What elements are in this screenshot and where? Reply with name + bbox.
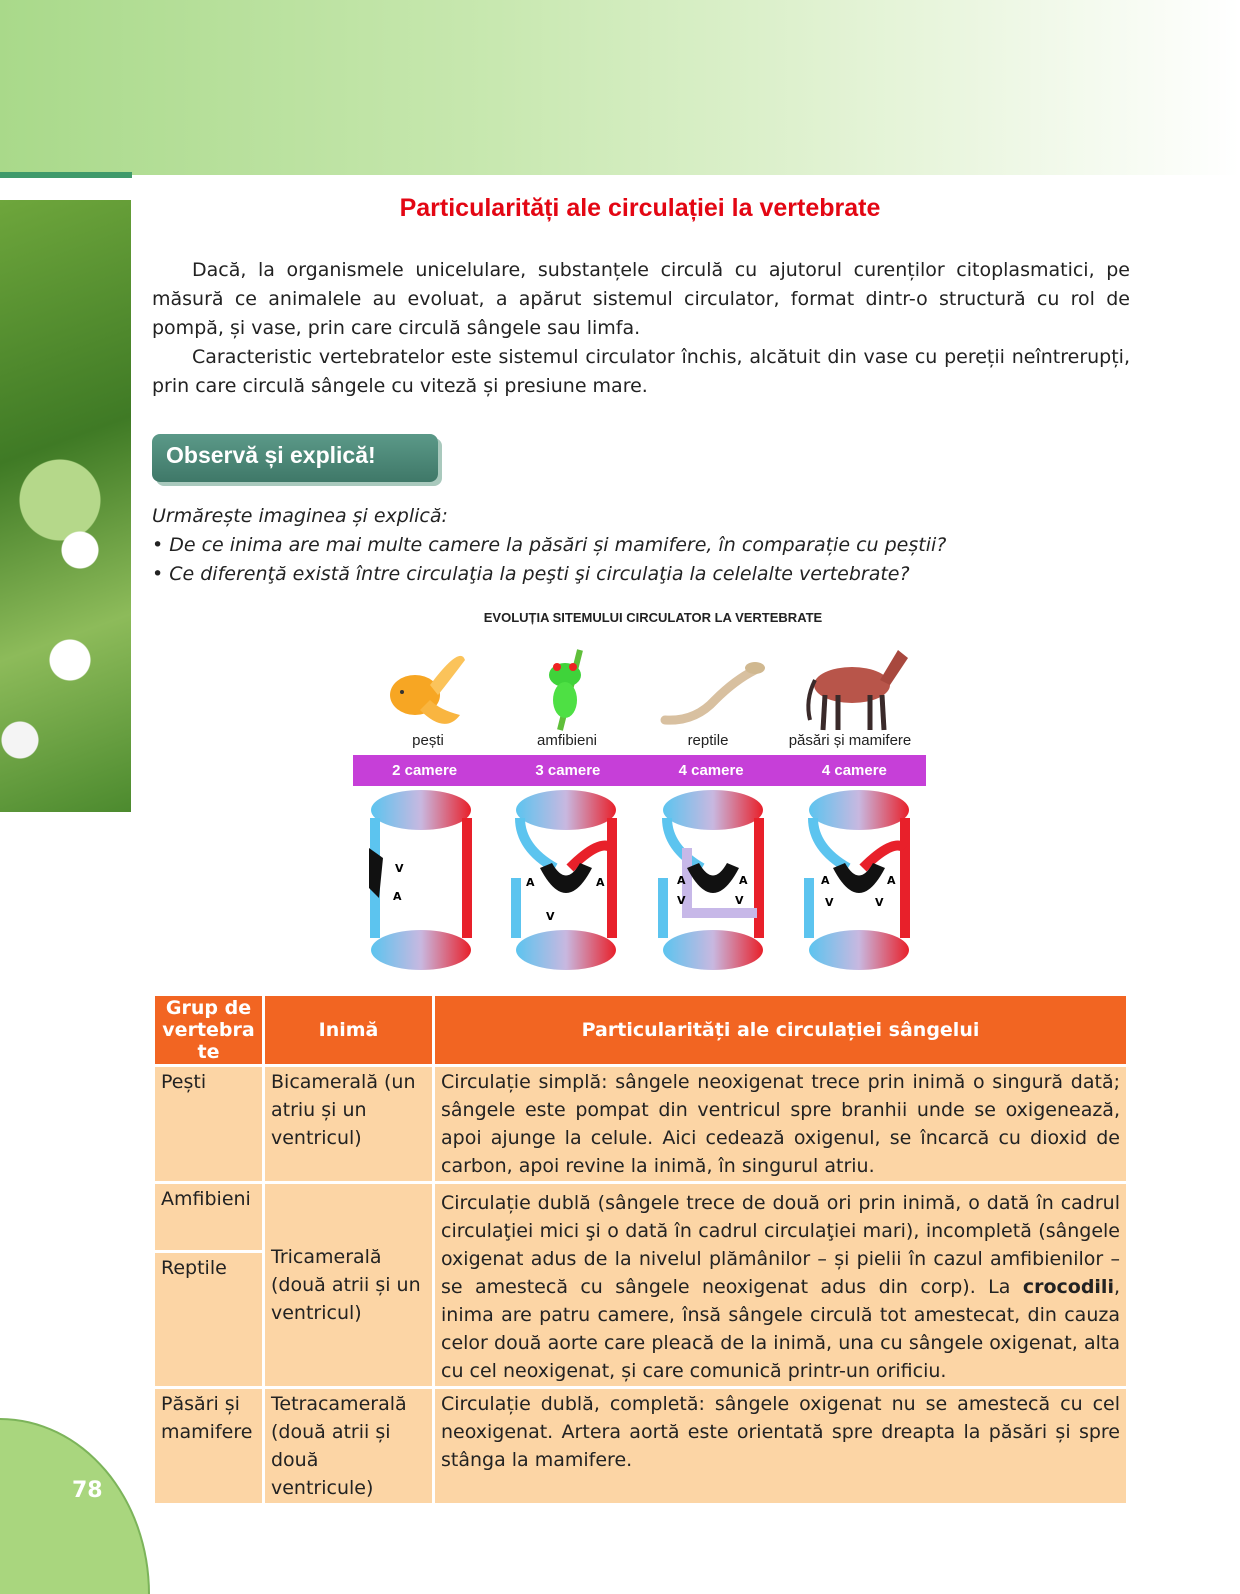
chambers-amfibieni: 3 camere bbox=[535, 762, 601, 779]
cell-desc bbox=[434, 1183, 1128, 1388]
frog-illustration bbox=[500, 640, 640, 732]
desc-bold-crocodili: crocodili bbox=[1022, 1276, 1114, 1298]
cell-desc: Circulație dublă, completă: sângele oxigenat nu se amestecă cu cel neoxigenat. Artera aortă este orientată spre dreapta la păsări și spre stânga la mamifere. bbox=[434, 1388, 1128, 1505]
circulation-table bbox=[152, 993, 1129, 1506]
page-corner-decoration bbox=[0, 1418, 150, 1594]
page-title: Particularități ale circulației la vertebrate bbox=[399, 194, 881, 222]
mark-a-left: A bbox=[677, 874, 686, 887]
mark-v-right: V bbox=[735, 894, 744, 907]
cell-group: Amfibieni bbox=[154, 1183, 264, 1252]
mark-v: V bbox=[546, 910, 555, 923]
mark-a-left: A bbox=[821, 874, 830, 887]
table-header-row bbox=[154, 995, 1128, 1066]
fish-circulation-diagram bbox=[365, 788, 477, 972]
group-label-reptile: reptile bbox=[687, 732, 729, 749]
mark-v: V bbox=[395, 862, 404, 875]
mark-v-left: V bbox=[825, 896, 834, 909]
mark-a-right: A bbox=[596, 876, 605, 889]
cell-heart: Bicamerală (un atriu și un ventricul) bbox=[264, 1066, 434, 1183]
mammal-circulation-diagram bbox=[803, 788, 915, 972]
horse-illustration bbox=[790, 640, 930, 732]
lizard-illustration bbox=[645, 640, 785, 732]
group-label-amfibieni: amfibieni bbox=[536, 732, 598, 749]
group-label-pasari-mamifere: păsări și mamifere bbox=[788, 732, 912, 749]
mark-a-right: A bbox=[887, 874, 896, 887]
observe-explain-badge: Observă și explică! bbox=[152, 434, 438, 482]
cell-group: Păsări și mamifere bbox=[154, 1388, 264, 1505]
question-1: • De ce inima are mai multe camere la păsări și mamifere, în comparație cu peștii? bbox=[152, 534, 947, 556]
question-intro: Urmărește imaginea și explică: bbox=[152, 505, 448, 527]
mark-v-right: V bbox=[875, 896, 884, 909]
header-particularities: Particularități ale circulației sângelui bbox=[434, 995, 1128, 1066]
chambers-pesti: 2 camere bbox=[392, 762, 458, 779]
cell-heart: Tetracamerală (două atrii și două ventricule) bbox=[264, 1388, 434, 1505]
mark-v-left: V bbox=[677, 894, 686, 907]
chambers-pasari: 4 camere bbox=[821, 762, 887, 779]
intro-paragraph-2: Caracteristic vertebratelor este sistemul circulator închis, alcătuit din vase cu pereții neîntrerupți, prin care circulă sângele cu viteză și presiune mare. bbox=[152, 346, 1130, 397]
desc-text: Circulație dublă (sângele trece de două ori prin inimă, o dată în cadrul circulaţiei mici şi o dată în cadrul circulaţiei mari), incompletă (sângele oxigenat adus de la nivelul plămânilor – și pielii în cazul amfibienilor – se amestecă cu sângele neoxigenat adus din corp). La bbox=[441, 1192, 1120, 1298]
desc-text: , inima are patru camere, însă sângele circulă tot amestecat, din cauza celor două aorte care pleacă de la inimă, una cu sângele oxigenat, alta cu cel neoxigenat, și care comunică printr-un orificiu. bbox=[441, 1276, 1120, 1382]
reptile-circulation-diagram bbox=[657, 788, 769, 972]
cell-group: Pești bbox=[154, 1066, 264, 1183]
header-accent-line bbox=[0, 172, 132, 178]
header-banner bbox=[0, 0, 1240, 175]
cell-desc: Circulație simplă: sângele neoxigenat trece prin inimă o singură dată; sângele este pompat din ventricul spre branhii unde se oxigenează, apoi ajunge la celule. Aici cedează oxigenul, se încarcă cu dioxid de carbon, apoi revine la inimă, în singurul atriu. bbox=[434, 1066, 1128, 1183]
table-row bbox=[154, 1066, 1128, 1183]
intro-paragraph-1: Dacă, la organismele unicelulare, substanțele circulă cu ajutorul curenților citoplasmatici, pe măsură ce animalele au evoluat, a apărut sistemul circulator, format dintr-o structură cu rol de pompă, și vase, prin care circulă sângele sau limfa. bbox=[152, 259, 1130, 339]
mark-a-right: A bbox=[739, 874, 748, 887]
amphibian-circulation-diagram bbox=[510, 788, 622, 972]
cell-group: Reptile bbox=[154, 1252, 264, 1388]
mark-a: A bbox=[393, 890, 402, 903]
page-number: 78 bbox=[72, 1478, 103, 1503]
group-label-pesti: pești bbox=[412, 732, 444, 749]
chambers-band bbox=[353, 755, 926, 786]
chambers-reptile: 4 camere bbox=[678, 762, 744, 779]
question-2: • Ce diferenţă există între circulaţia la peşti şi circulaţia la celelalte vertebrate? bbox=[152, 563, 910, 585]
table-row bbox=[154, 1388, 1128, 1505]
goldfish-illustration bbox=[360, 640, 500, 732]
header-heart: Inimă bbox=[264, 995, 434, 1066]
header-group: Grup de vertebrate bbox=[154, 995, 264, 1066]
table-row bbox=[154, 1183, 1128, 1252]
mark-a-left: A bbox=[526, 876, 535, 889]
cell-heart: Tricamerală (două atrii și un ventricul) bbox=[264, 1183, 434, 1388]
figure-title: EVOLUȚIA SITEMULUI CIRCULATOR LA VERTEBRATE bbox=[483, 610, 823, 625]
jasmine-flower-photo bbox=[0, 200, 131, 812]
